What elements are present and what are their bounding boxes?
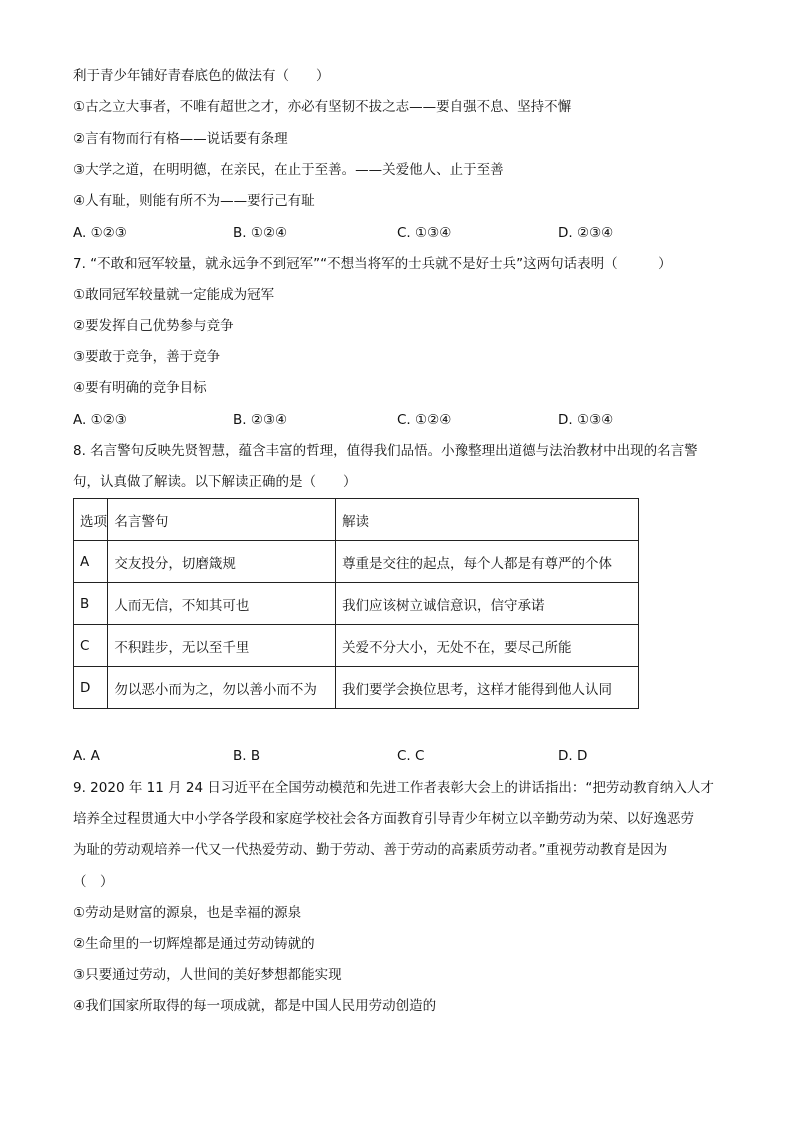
- quotes-table: [73, 498, 639, 709]
- q9-stem-line-4: （ ）: [73, 874, 114, 890]
- q9-stem-line-3: 为耻的劳动观培养一代又一代热爱劳动、勤于劳动、善于劳动的高素质劳动者。”重视劳动教育是因为: [73, 842, 668, 858]
- table-cell: 关爱不分大小，无处不在，要尽己所能: [336, 625, 639, 667]
- q8-stem-line-1: 8. 名言警句反映先贤智慧，蕴含丰富的哲理，值得我们品悟。小豫整理出道德与法治教材中出现的名言警: [73, 443, 698, 459]
- q7-item-2: ②要发挥自己优势参与竞争: [73, 318, 234, 334]
- q9-item-1: ①劳动是财富的源泉，也是幸福的源泉: [73, 905, 302, 921]
- table-row: [74, 625, 639, 667]
- table-cell: A: [74, 541, 108, 583]
- q7-option-c: C. ①②④: [397, 412, 452, 428]
- table-cell: 不积跬步，无以至千里: [108, 625, 336, 667]
- table-cell: 交友投分，切磨箴规: [108, 541, 336, 583]
- q6-item-2: ②言有物而行有格——说话要有条理: [73, 131, 288, 147]
- table-row: [74, 667, 639, 709]
- table-row: [74, 583, 639, 625]
- q9-item-4: ④我们国家所取得的每一项成就，都是中国人民用劳动创造的: [73, 998, 437, 1014]
- table-cell: 人而无信，不知其可也: [108, 583, 336, 625]
- q7-stem: 7. “不敢和冠军较量，就永远争不到冠军”“不想当将军的士兵就不是好士兵”这两句话表明（ ）: [73, 256, 672, 272]
- table-cell: 尊重是交往的起点，每个人都是有尊严的个体: [336, 541, 639, 583]
- q6-option-b: B. ①②④: [233, 225, 288, 241]
- q8-option-a: A. A: [73, 748, 100, 764]
- table-header-cell: 选项: [74, 499, 108, 541]
- table-header-cell: 解读: [336, 499, 639, 541]
- q8-stem-line-2: 句，认真做了解读。以下解读正确的是（ ）: [73, 474, 357, 490]
- q7-item-1: ①敢同冠军较量就一定能成为冠军: [73, 287, 275, 303]
- table-row: [74, 541, 639, 583]
- table-cell: 我们应该树立诚信意识，信守承诺: [336, 583, 639, 625]
- table-header-row: [74, 499, 639, 541]
- q6-item-3: ③大学之道，在明明德，在亲民，在止于至善。——关爱他人、止于至善: [73, 162, 504, 178]
- q9-item-2: ②生命里的一切辉煌都是通过劳动铸就的: [73, 936, 315, 952]
- q7-option-a: A. ①②③: [73, 412, 127, 428]
- q7-option-d: D. ①③④: [558, 412, 614, 428]
- q6-option-c: C. ①③④: [397, 225, 452, 241]
- q8-option-b: B. B: [233, 748, 261, 764]
- table-cell: 勿以恶小而为之，勿以善小而不为: [108, 667, 336, 709]
- q9-stem-line-1: 9. 2020 年 11 月 24 日习近平在全国劳动模范和先进工作者表彰大会上的讲话指出：“把劳动教育纳入人才: [73, 780, 714, 796]
- table-cell: C: [74, 625, 108, 667]
- table-cell: D: [74, 667, 108, 709]
- q8-option-c: C. C: [397, 748, 425, 764]
- q6-item-4: ④人有耻，则能有所不为——要行己有耻: [73, 193, 315, 209]
- q6-item-1: ①古之立大事者，不唯有超世之才，亦必有坚韧不拔之志——要自强不息、坚持不懈: [73, 99, 572, 115]
- q9-item-3: ③只要通过劳动，人世间的美好梦想都能实现: [73, 967, 342, 983]
- q9-stem-line-2: 培养全过程贯通大中小学各学段和家庭学校社会各方面教育引导青少年树立以辛勤劳动为荣、以好逸恶劳: [73, 811, 694, 827]
- q8-option-d: D. D: [558, 748, 588, 764]
- table-cell: 我们要学会换位思考，这样才能得到他人认同: [336, 667, 639, 709]
- q7-item-4: ④要有明确的竞争目标: [73, 380, 207, 396]
- q6-option-d: D. ②③④: [558, 225, 614, 241]
- q6-stem: 利于青少年铺好青春底色的做法有（ ）: [73, 68, 330, 84]
- q6-option-a: A. ①②③: [73, 225, 127, 241]
- table-cell: B: [74, 583, 108, 625]
- q7-item-3: ③要敢于竞争，善于竞争: [73, 349, 221, 365]
- q7-option-b: B. ②③④: [233, 412, 288, 428]
- table-header-cell: 名言警句: [108, 499, 336, 541]
